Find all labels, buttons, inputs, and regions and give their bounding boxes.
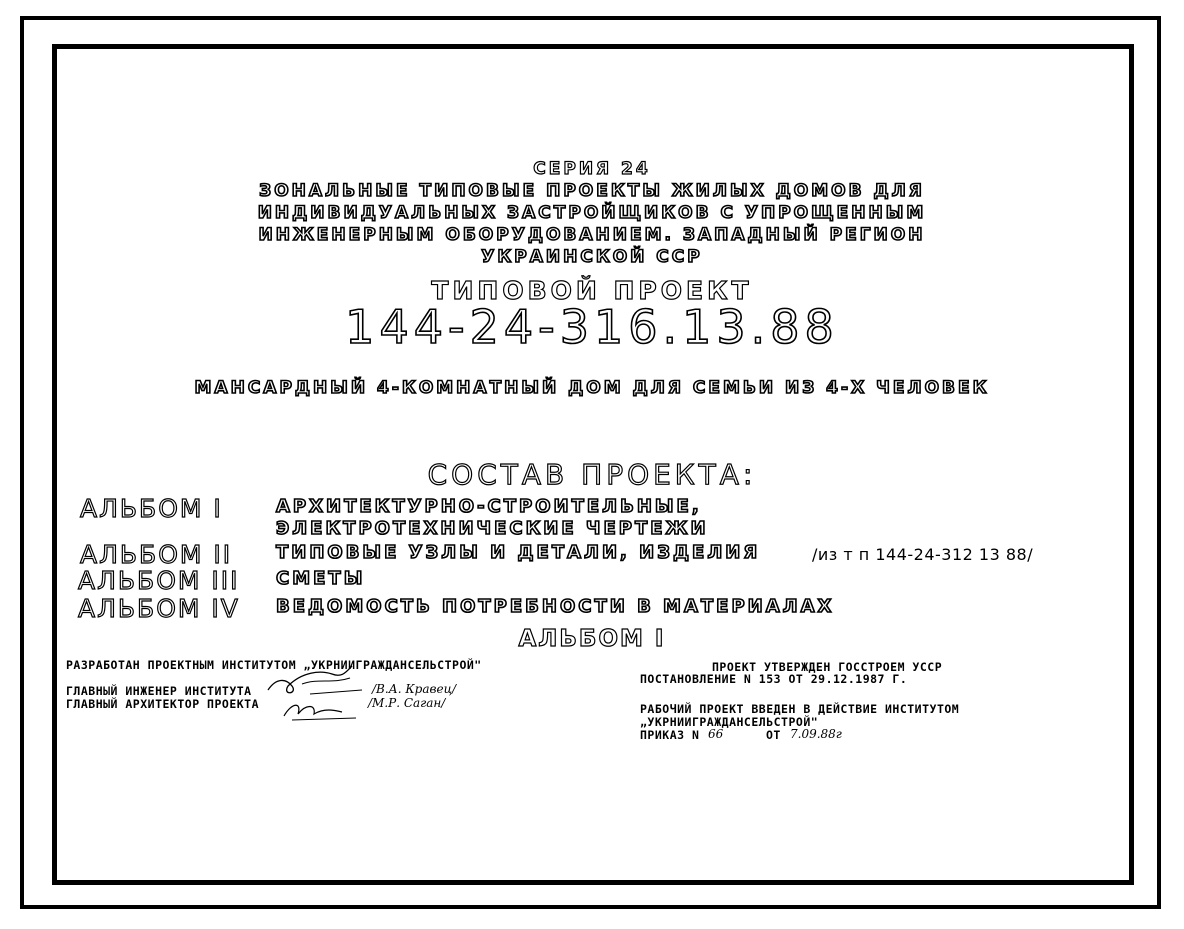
- album-3-text: СМЕТЫ: [276, 568, 366, 589]
- order-from: ОТ: [766, 728, 781, 742]
- order-number: 66: [708, 727, 724, 741]
- album-4-text: ВЕДОМОСТЬ ПОТРЕБНОСТИ В МАТЕРИАЛАХ: [276, 596, 835, 617]
- building-description: МАНСАРДНЫЙ 4-КОМНАТНЫЙ ДОМ ДЛЯ СЕМЬИ ИЗ 4-Х ЧЕЛОВЕК: [194, 378, 990, 398]
- heading-line-3: ИНЖЕНЕРНЫМ ОБОРУДОВАНИЕМ. ЗАПАДНЫЙ РЕГИОН: [258, 225, 926, 245]
- album-2-label: АЛЬБОМ II: [80, 540, 233, 569]
- signatures-graphic: [262, 664, 382, 728]
- enact-line-2: „УКРНИИГРАЖДАНСЕЛЬСТРОЙ": [640, 715, 819, 729]
- album-4-label: АЛЬБОМ IV: [78, 594, 240, 623]
- project-label: ТИПОВОЙ ПРОЕКТ: [431, 276, 753, 305]
- album-3-label: АЛЬБОМ III: [78, 566, 240, 595]
- developer-line: РАЗРАБОТАН ПРОЕКТНЫМ ИНСТИТУТОМ „УКРНИИГРАЖДАНСЕЛЬСТРОЙ": [66, 658, 482, 672]
- approval-line-1: ПРОЕКТ УТВЕРЖДЕН ГОССТРОЕМ УССР: [712, 660, 943, 674]
- album-1-label: АЛЬБОМ I: [80, 494, 223, 523]
- album-1-text: АРХИТЕКТУРНО-СТРОИТЕЛЬНЫЕ,: [276, 496, 702, 517]
- series-title: СЕРИЯ 24: [533, 159, 651, 179]
- heading-line-4: УКРАИНСКОЙ ССР: [481, 247, 703, 267]
- heading-line-1: ЗОНАЛЬНЫЕ ТИПОВЫЕ ПРОЕКТЫ ЖИЛЫХ ДОМОВ ДЛЯ: [259, 181, 925, 201]
- chief-engineer-name: /В.А. Кравец/: [372, 682, 457, 696]
- album-2-text: ТИПОВЫЕ УЗЛЫ И ДЕТАЛИ, ИЗДЕЛИЯ: [276, 542, 761, 563]
- heading-line-2: ИНДИВИДУАЛЬНЫХ ЗАСТРОЙЩИКОВ С УПРОЩЕННЫМ: [257, 203, 927, 223]
- enact-line-1: РАБОЧИЙ ПРОЕКТ ВВЕДЕН В ДЕЙСТВИЕ ИНСТИТУТОМ: [640, 702, 960, 716]
- chief-architect-label: ГЛАВНЫЙ АРХИТЕКТОР ПРОЕКТА: [66, 697, 260, 711]
- current-album: АЛЬБОМ I: [518, 626, 666, 652]
- album-1-text-2: ЭЛЕКТРОТЕХНИЧЕСКИЕ ЧЕРТЕЖИ: [276, 518, 709, 539]
- project-number: 144-24-316.13.88: [345, 300, 839, 354]
- order-date: 7.09.88г: [790, 727, 842, 741]
- album-2-note: /из т п 144-24-312 13 88/: [812, 545, 1034, 564]
- order-label: ПРИКАЗ N: [640, 728, 700, 742]
- approval-line-2: ПОСТАНОВЛЕНИЕ N 153 ОТ 29.12.1987 Г.: [640, 672, 908, 686]
- chief-engineer-label: ГЛАВНЫЙ ИНЖЕНЕР ИНСТИТУТА: [66, 684, 252, 698]
- composition-title: СОСТАВ ПРОЕКТА:: [427, 458, 757, 491]
- chief-architect-name: /М.Р. Саган/: [368, 696, 446, 710]
